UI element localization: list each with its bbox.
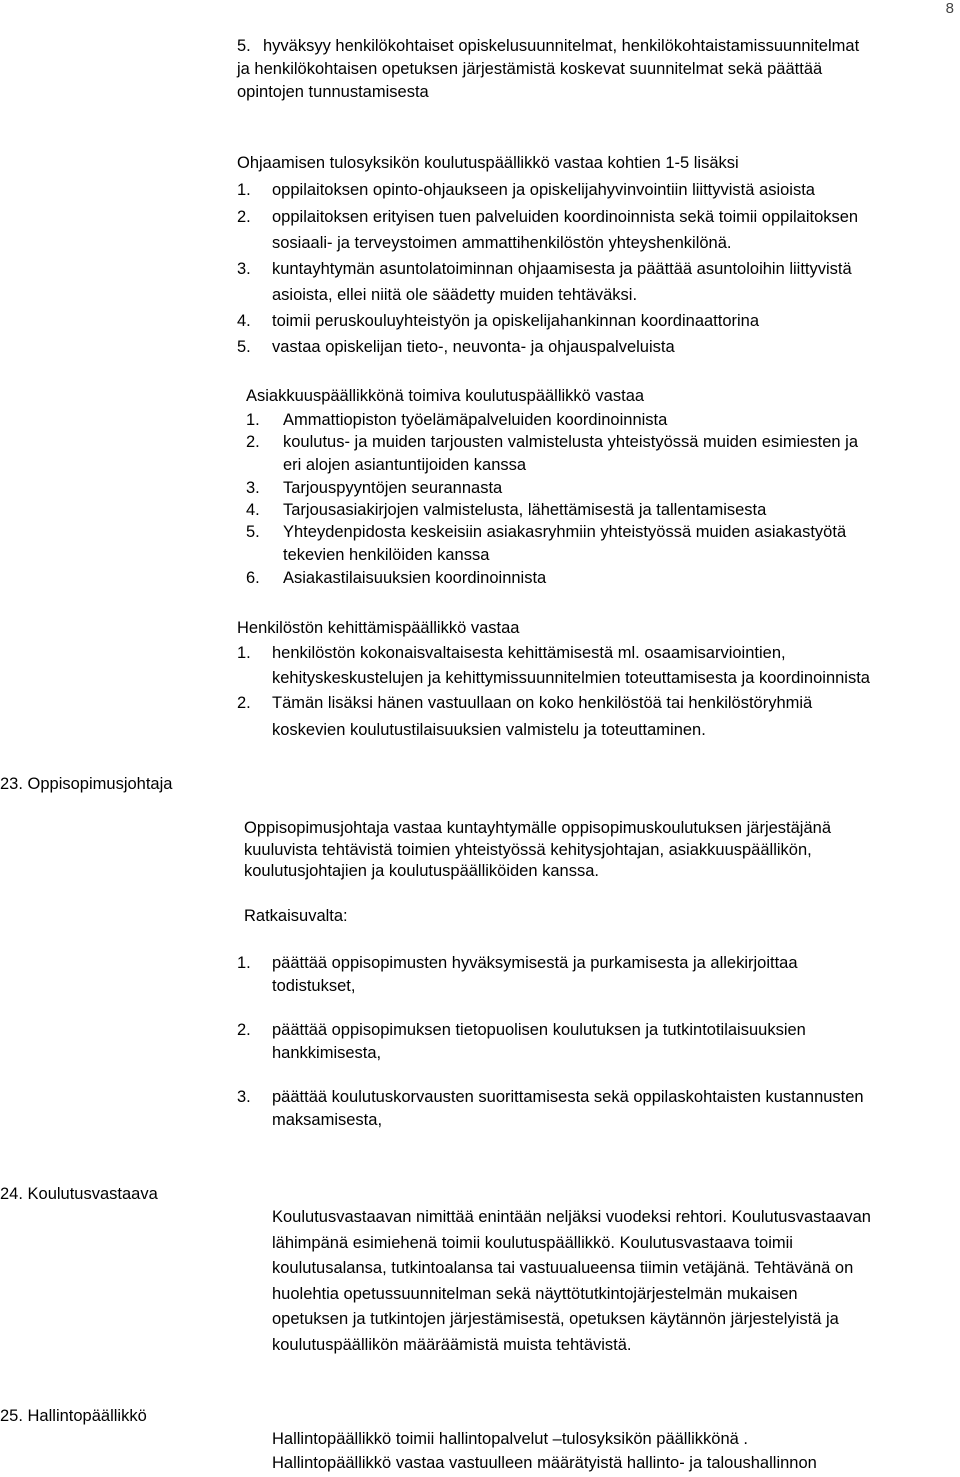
list-item: Tarjouspyyntöjen seurannasta — [283, 479, 503, 497]
list-item: tekevien henkilöiden kanssa — [283, 546, 490, 564]
list-number: 4. — [237, 312, 251, 330]
list-number: 3. — [237, 1088, 251, 1106]
list-number: 4. — [246, 501, 260, 519]
list-number: 3. — [237, 260, 251, 278]
subheading: Ratkaisuvalta: — [244, 907, 348, 925]
section-heading: Henkilöstön kehittämispäällikkö vastaa — [237, 619, 520, 637]
item-number: 5. — [237, 37, 251, 55]
list-number: 1. — [237, 954, 251, 972]
list-item: kehityskeskustelujen ja kehittymissuunnitelmien toteuttamisesta ja koordinoinnista — [272, 669, 870, 687]
section-heading: Asiakkuuspäällikkönä toimiva koulutuspäällikkö vastaa — [246, 387, 645, 405]
section-heading: 24. Koulutusvastaava — [0, 1185, 158, 1203]
list-number: 2. — [246, 433, 260, 451]
list-item: kuntayhtymän asuntolatoiminnan ohjaamisesta ja päättää asuntoloihin liittyvistä — [272, 260, 852, 278]
list-item: päättää oppisopimuksen tietopuolisen koulutuksen ja tutkintotilaisuuksien — [272, 1021, 806, 1039]
list-item: hankkimisesta, — [272, 1044, 382, 1062]
list-number: 5. — [246, 523, 260, 541]
list-item: päättää oppisopimusten hyväksymisestä ja purkamisesta ja allekirjoittaa — [272, 954, 798, 972]
paragraph-line: kuuluvista tehtävistä toimien yhteistyössä kehitysjohtajan, asiakkuuspäällikön, — [244, 841, 812, 859]
list-item: todistukset, — [272, 977, 356, 995]
list-item: toimii peruskouluyhteistyön ja opiskelijahankinnan koordinaattorina — [272, 312, 760, 330]
list-item: oppilaitoksen opinto-ohjaukseen ja opiskelijahyvinvointiin liittyvistä asioista — [272, 181, 815, 199]
list-item: Tarjousasiakirjojen valmistelusta, lähettämisestä ja tallentamisesta — [283, 501, 767, 519]
item-text: ja henkilökohtaisen opetuksen järjestämistä koskevat suunnitelmat sekä päättää — [237, 60, 823, 78]
list-item: henkilöstön kokonaisvaltaisesta kehittämisestä ml. osaamisarviointien, — [272, 644, 786, 662]
paragraph-line: koulutusjohtajien ja koulutuspäälliköiden kanssa. — [244, 862, 599, 880]
list-item: Yhteydenpidosta keskeisiin asiakasryhmiin yhteistyössä muiden asiakastyötä — [283, 523, 847, 541]
list-number: 1. — [237, 181, 251, 199]
list-item: Tämän lisäksi hänen vastuullaan on koko henkilöstöä tai henkilöstöryhmiä — [272, 694, 813, 712]
list-item: asioista, ellei niitä ole säädetty muiden tehtäväksi. — [272, 286, 638, 304]
paragraph-line: huolehtia opetussuunnitelman sekä näyttötutkintojärjestelmän mukaisen — [272, 1285, 798, 1303]
paragraph-line: koulutusalansa, tutkintoalansa tai vastuualueensa tiimin vetäjänä. Tehtävänä on — [272, 1259, 854, 1277]
list-number: 3. — [246, 479, 260, 497]
list-number: 5. — [237, 338, 251, 356]
list-number: 1. — [237, 644, 251, 662]
list-number: 2. — [237, 208, 251, 226]
page-number: 8 — [945, 0, 954, 17]
list-item: sosiaali- ja terveystoimen ammattihenkilöstön yhteyshenkilönä. — [272, 234, 732, 252]
list-item: eri alojen asiantuntijoiden kanssa — [283, 456, 527, 474]
paragraph-line: Hallintopäällikkö vastaa vastuulleen määrätyistä hallinto- ja taloushallinnon — [272, 1454, 817, 1472]
paragraph-line: Koulutusvastaavan nimittää enintään neljäksi vuodeksi rehtori. Koulutusvastaavan — [272, 1208, 871, 1226]
paragraph-line: Oppisopimusjohtaja vastaa kuntayhtymälle oppisopimuskoulutuksen järjestäjänä — [244, 819, 831, 837]
list-item: koskevien koulutustilaisuuksien valmistelu ja toteuttaminen. — [272, 721, 706, 739]
list-number: 2. — [237, 694, 251, 712]
section-heading: 25. Hallintopäällikkö — [0, 1407, 147, 1425]
paragraph-line: opetuksen ja tutkintojen järjestämisestä, opetuksen käytännön järjestelyistä ja — [272, 1310, 839, 1328]
list-item: Ammattiopiston työelämäpalveluiden koordinoinnista — [283, 411, 668, 429]
list-item: vastaa opiskelijan tieto-, neuvonta- ja ohjauspalveluista — [272, 338, 675, 356]
paragraph-line: lähimpänä esimiehenä toimii koulutuspäällikkö. Koulutusvastaava toimii — [272, 1234, 793, 1252]
list-number: 2. — [237, 1021, 251, 1039]
list-item: oppilaitoksen erityisen tuen palveluiden koordinoinnista sekä toimii oppilaitoksen — [272, 208, 859, 226]
section-heading: 23. Oppisopimusjohtaja — [0, 775, 173, 793]
item-text: opintojen tunnustamisesta — [237, 83, 429, 101]
list-item: maksamisesta, — [272, 1111, 383, 1129]
paragraph-line: Hallintopäällikkö toimii hallintopalvelut –tulosyksikön päällikkönä . — [272, 1430, 749, 1448]
list-item: päättää koulutuskorvausten suorittamisesta sekä oppilaskohtaisten kustannusten — [272, 1088, 864, 1106]
paragraph-line: koulutuspäällikön määräämistä muista tehtävistä. — [272, 1336, 632, 1354]
list-number: 6. — [246, 569, 260, 587]
list-number: 1. — [246, 411, 260, 429]
section-heading: Ohjaamisen tulosyksikön koulutuspäällikkö vastaa kohtien 1-5 lisäksi — [237, 154, 739, 172]
list-item: Asiakastilaisuuksien koordinoinnista — [283, 569, 547, 587]
item-text: hyväksyy henkilökohtaiset opiskelusuunnitelmat, henkilökohtaistamissuunnitelmat — [263, 37, 860, 55]
list-item: koulutus- ja muiden tarjousten valmistelusta yhteistyössä muiden esimiesten ja — [283, 433, 859, 451]
